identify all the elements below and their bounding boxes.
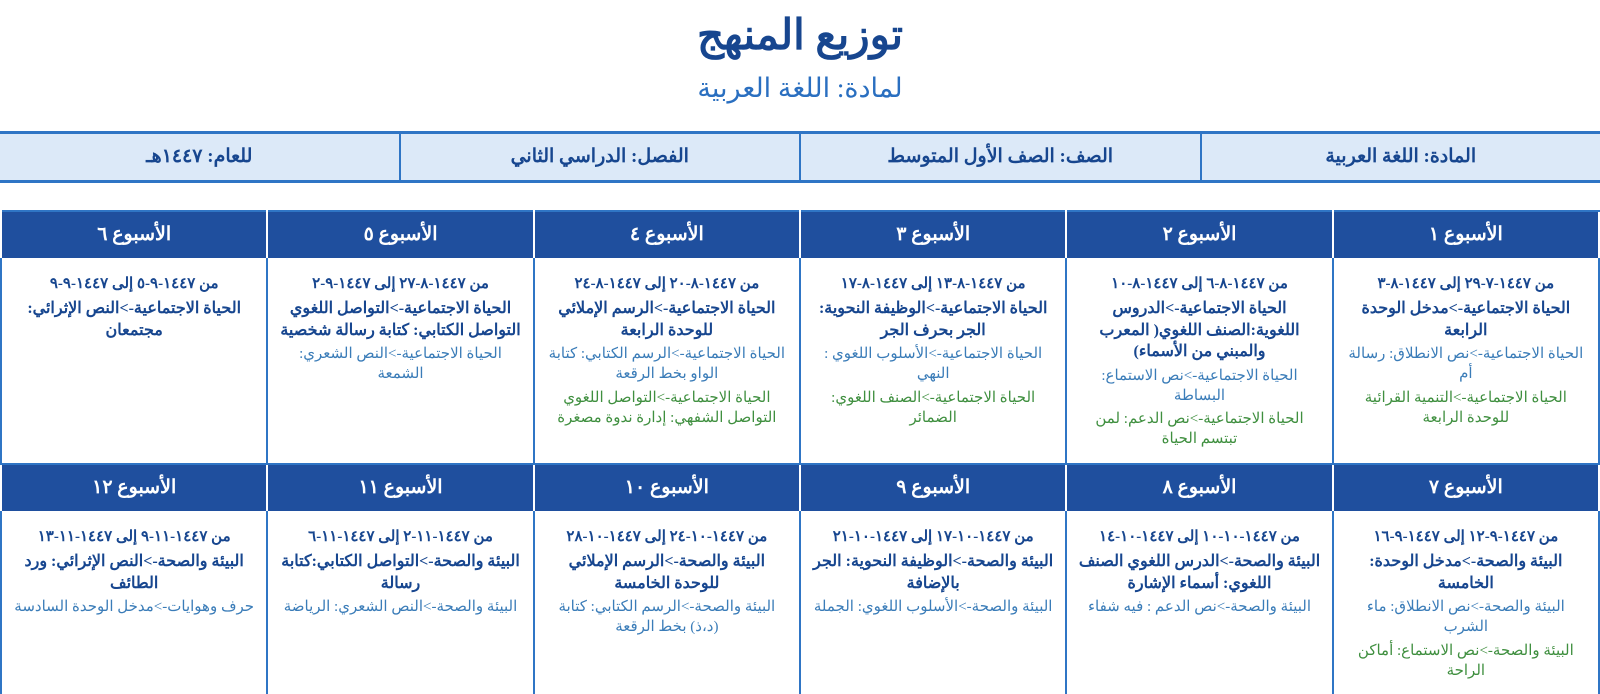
week-header-cell: الأسبوع ٩	[800, 464, 1066, 511]
week-date-range: من ١٤٤٧-١١-٩ إلى ١٤٤٧-١١-١٣	[12, 527, 256, 547]
lesson-line: الحياة الاجتماعية->التواصل اللغوي التواصل الكتابي: كتابة رسالة شخصية	[278, 298, 522, 341]
week-content-cell	[534, 511, 800, 694]
week-date-range: من ١٤٤٧-١٠-٢٤ إلى ١٤٤٧-١٠-٢٨	[545, 527, 789, 547]
week-content-cell	[800, 258, 1066, 464]
week-content-cell	[534, 258, 800, 464]
lesson-line: الحياة الاجتماعية->مدخل الوحدة الرابعة	[1344, 298, 1588, 341]
week-date-range: من ١٤٤٧-١١-٢ إلى ١٤٤٧-١١-٦	[278, 527, 522, 547]
week-header-cell: الأسبوع ١٢	[1, 464, 267, 511]
lesson-line: البيئة والصحة->نص الدعم : فيه شفاء	[1077, 597, 1321, 617]
week-header-cell: الأسبوع ٣	[800, 211, 1066, 258]
lesson-line: البيئة والصحة->نص الاستماع: أماكن الراحة	[1344, 641, 1588, 682]
lesson-line: الحياة الاجتماعية->نص الانطلاق: رسالة أم	[1344, 344, 1588, 385]
lesson-line: البيئة والصحة->النص الشعري: الرياضة	[278, 597, 522, 617]
lesson-line: الحياة الاجتماعية->الوظيفة النحوية: الجر بحرف الجر	[811, 298, 1055, 341]
lesson-line: البيئة والصحة->الرسم الكتابي: كتابة (د،ذ) بخط الرقعة	[545, 597, 789, 638]
lesson-line: البيئة والصحة->نص الانطلاق: ماء الشرب	[1344, 597, 1588, 638]
week-content-cell	[267, 511, 533, 694]
week-date-range: من ١٤٤٧-١٠-١٧ إلى ١٤٤٧-١٠-٢١	[811, 527, 1055, 547]
week-content-cell	[1333, 258, 1599, 464]
week-header-cell: الأسبوع ١	[1333, 211, 1599, 258]
lesson-line: حرف وهوايات->مدخل الوحدة السادسة	[12, 597, 256, 617]
week-content-cell	[1333, 511, 1599, 694]
week-content-cell	[267, 258, 533, 464]
week-content-cell	[800, 511, 1066, 694]
info-cell: المادة: اللغة العربية	[1200, 134, 1600, 180]
page-title: توزيع المنهج	[0, 12, 1600, 60]
document-header	[0, 0, 1600, 105]
lesson-line: الحياة الاجتماعية->التواصل اللغوي التواصل الشفهي: إدارة ندوة مصغرة	[545, 388, 789, 429]
lesson-line: البيئة والصحة->الدرس اللغوي الصنف اللغوي: أسماء الإشارة	[1077, 551, 1321, 594]
lesson-line: الحياة الاجتماعية->النص الإثرائي: مجتمعان	[12, 298, 256, 341]
week-content-cell	[1066, 258, 1332, 464]
week-date-range: من ١٤٤٧-١٠-١٠ إلى ١٤٤٧-١٠-١٤	[1077, 527, 1321, 547]
lesson-line: الحياة الاجتماعية->نص الدعم: لمن تبتسم الحياة	[1077, 409, 1321, 450]
week-content-cell	[1, 258, 267, 464]
week-content-cell	[1066, 511, 1332, 694]
week-header-cell: الأسبوع ١١	[267, 464, 533, 511]
lesson-line: الحياة الاجتماعية->نص الاستماع: البساطة	[1077, 366, 1321, 407]
week-date-range: من ١٤٤٧-٨-١٣ إلى ١٤٤٧-٨-١٧	[811, 274, 1055, 294]
week-header-row	[1, 211, 1599, 258]
lesson-line: البيئة والصحة->الأسلوب اللغوي: الجملة	[811, 597, 1055, 617]
week-header-cell: الأسبوع ٢	[1066, 211, 1332, 258]
lesson-line: الحياة الاجتماعية->النص الشعري: الشمعة	[278, 344, 522, 385]
week-header-cell: الأسبوع ٥	[267, 211, 533, 258]
week-header-cell: الأسبوع ٧	[1333, 464, 1599, 511]
week-content-cell	[1, 511, 267, 694]
info-cell: الصف: الصف الأول المتوسط	[799, 134, 1200, 180]
week-date-range: من ١٤٤٧-٩-١٢ إلى ١٤٤٧-٩-١٦	[1344, 527, 1588, 547]
week-header-row	[1, 464, 1599, 511]
week-date-range: من ١٤٤٧-٧-٢٩ إلى ١٤٤٧-٨-٣	[1344, 274, 1588, 294]
page-subtitle: لمادة: اللغة العربية	[0, 72, 1600, 104]
lesson-line: البيئة والصحة->التواصل الكتابي:كتابة رسالة	[278, 551, 522, 594]
lesson-line: البيئة والصحة->الرسم الإملائي للوحدة الخامسة	[545, 551, 789, 594]
course-info-bar	[0, 131, 1600, 183]
lesson-line: الحياة الاجتماعية->الصنف اللغوي: الضمائر	[811, 388, 1055, 429]
lesson-line: البيئة والصحة->النص الإثرائي: ورد الطائف	[12, 551, 256, 594]
curriculum-weeks-table	[0, 210, 1600, 694]
week-content-row	[1, 511, 1599, 694]
lesson-line: الحياة الاجتماعية->الأسلوب اللغوي : النهي	[811, 344, 1055, 385]
week-header-cell: الأسبوع ١٠	[534, 464, 800, 511]
week-date-range: من ١٤٤٧-٨-٢٧ إلى ١٤٤٧-٩-٢	[278, 274, 522, 294]
week-header-cell: الأسبوع ٦	[1, 211, 267, 258]
info-cell: للعام: ١٤٤٧هـ	[0, 134, 399, 180]
lesson-line: البيئة والصحة->مدخل الوحدة: الخامسة	[1344, 551, 1588, 594]
week-date-range: من ١٤٤٧-٨-٢٠ إلى ١٤٤٧-٨-٢٤	[545, 274, 789, 294]
lesson-line: البيئة والصحة->الوظيفة النحوية: الجر بالإضافة	[811, 551, 1055, 594]
week-header-cell: الأسبوع ٤	[534, 211, 800, 258]
lesson-line: الحياة الاجتماعية->الرسم الإملائي للوحدة الرابعة	[545, 298, 789, 341]
week-content-row	[1, 258, 1599, 464]
lesson-line: الحياة الاجتماعية->الرسم الكتابي: كتابة الواو بخط الرقعة	[545, 344, 789, 385]
info-cell: الفصل: الدراسي الثاني	[399, 134, 800, 180]
week-header-cell: الأسبوع ٨	[1066, 464, 1332, 511]
lesson-line: الحياة الاجتماعية->التنمية القرائية للوحدة الرابعة	[1344, 388, 1588, 429]
week-date-range: من ١٤٤٧-٩-٥ إلى ١٤٤٧-٩-٩	[12, 274, 256, 294]
lesson-line: الحياة الاجتماعية->الدروس اللغوية:الصنف اللغوي( المعرب والمبني من الأسماء)	[1077, 298, 1321, 363]
week-date-range: من ١٤٤٧-٨-٦ إلى ١٤٤٧-٨-١٠	[1077, 274, 1321, 294]
